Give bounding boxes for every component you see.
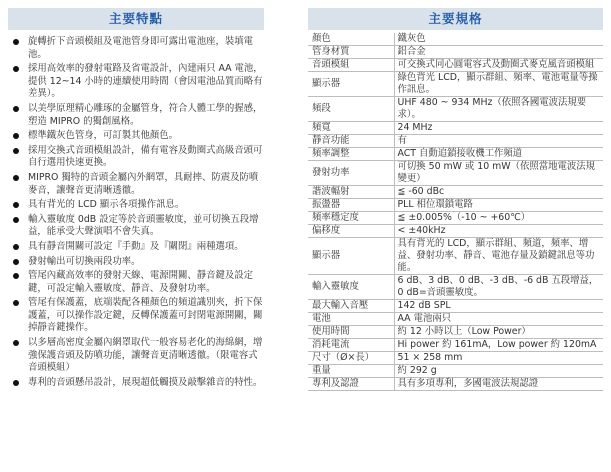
spec-key: 頻寬	[308, 122, 394, 135]
spec-row	[308, 33, 603, 46]
spec-key: 管身材質	[308, 46, 394, 59]
bullet-icon	[13, 202, 19, 208]
spec-value: 24 MHz	[394, 122, 603, 135]
specs-table	[308, 33, 603, 391]
spec-value: 具有背光的 LCD，顯示群組、頻道，頻率、增益、發射功率、靜音、電池存量及鎖鍵訊息等功能。	[394, 238, 603, 275]
spec-key: 偏移度	[308, 225, 394, 238]
spec-key: 電池	[308, 313, 394, 326]
spec-row	[308, 122, 603, 135]
spec-row	[308, 326, 603, 339]
feature-text: 具有背光的 LCD 顯示各項操作訊息。	[28, 199, 185, 211]
features-list	[8, 36, 264, 389]
spec-value: 142 dB SPL	[394, 300, 603, 313]
bullet-icon	[13, 244, 19, 250]
spec-row	[308, 186, 603, 199]
spec-value: UHF 480 ~ 934 MHz（依照各國電波法規要求）。	[394, 97, 603, 122]
spec-value: 約 12 小時以上（Low Power）	[394, 326, 603, 339]
spec-key: 頻率調整	[308, 148, 394, 161]
bullet-icon	[13, 273, 19, 279]
feature-item	[8, 172, 264, 197]
spec-value: 鋁合金	[394, 46, 603, 59]
feature-text: 採用交換式音頭模組設計，備有電容及動圈式高級音頭可自行選用快速更換。	[28, 144, 263, 169]
spec-value: < ±40kHz	[394, 225, 603, 238]
spec-key: 顯示器	[308, 238, 394, 275]
feature-text: 旋轉折下音頭模組及電池管身即可露出電池座，裝填電池。	[28, 36, 254, 60]
spec-value: 6 dB、3 dB、0 dB、-3 dB、-6 dB 五段增益，0 dB=音頭靈敏度。	[394, 275, 603, 300]
feature-item	[8, 103, 264, 128]
bullet-icon	[13, 133, 19, 139]
spec-row	[308, 300, 603, 313]
feature-text: 採用高效率的發射電路及省電設計，內建兩只 AA 電池，提供 12~14 小時的連續使用時間（會因電池品質而略有差異）。	[28, 63, 263, 100]
bullet-icon	[13, 259, 19, 265]
feature-item	[8, 256, 264, 269]
spec-value: ≦ -60 dBc	[394, 186, 603, 199]
spec-row	[308, 378, 603, 391]
spec-row	[308, 72, 603, 97]
spec-key: 音頭模組	[308, 59, 394, 72]
feature-item	[8, 337, 264, 375]
feature-text: 標準鐵灰色管身，可訂製其他顏色。	[28, 130, 179, 142]
spec-value: 鐵灰色	[394, 33, 603, 46]
bullet-icon	[13, 175, 19, 181]
spec-key: 靜音功能	[308, 135, 394, 148]
features-panel	[8, 8, 264, 391]
spec-row	[308, 339, 603, 352]
spec-key: 重量	[308, 365, 394, 378]
spec-row	[308, 59, 603, 72]
feature-item	[8, 145, 264, 170]
bullet-icon	[13, 380, 19, 386]
bullet-icon	[13, 39, 19, 45]
spec-value: 具有多項專利，多國電波法規認證	[394, 378, 603, 391]
spec-value: 約 292 g	[394, 365, 603, 378]
bullet-icon	[13, 106, 19, 112]
feature-item	[8, 130, 264, 143]
feature-item	[8, 377, 264, 390]
feature-item	[8, 241, 264, 254]
spec-key: 最大輸入音壓	[308, 300, 394, 313]
spec-row	[308, 238, 603, 275]
feature-text: 管尾有保護蓋，底端裝配各種顏色的頻道識別夾，折下保護蓋，可以操作設定鍵，反轉保護蓋可封閉電源開關，關掉靜音鍵操作。	[28, 297, 263, 334]
feature-text: 專利的音頭懸吊設計，展現超低觸摸及敲擊雜音的特性。	[28, 376, 263, 388]
feature-item	[8, 214, 264, 239]
spec-row	[308, 97, 603, 122]
features-header: 主要特點	[8, 8, 264, 30]
feature-item	[8, 270, 264, 295]
spec-value: ACT 自動追鎖接收機工作頻道	[394, 148, 603, 161]
spec-key: 專利及認證	[308, 378, 394, 391]
bullet-icon	[13, 300, 19, 306]
spec-key: 使用時間	[308, 326, 394, 339]
spec-key: 顏色	[308, 33, 394, 46]
specs-panel	[308, 8, 603, 391]
spec-row	[308, 161, 603, 186]
spec-key: 顯示器	[308, 72, 394, 97]
spec-value: Hi power 約 161mA，Low power 約 120mA	[394, 339, 603, 352]
feature-text: 以美學原理精心雕琢的金屬管身，符合人體工學的握感，塑造 MIPRO 的獨創風格。	[28, 102, 263, 127]
feature-text: 具有靜音開關可設定『手動』及『關閉』兩種選項。	[28, 240, 244, 252]
feature-text: 管尾內藏高效率的發射天線、電源開關、靜音鍵及設定鍵，可設定輸入靈敏度、靜音、及發射功率。	[28, 270, 254, 294]
spec-value: AA 電池兩只	[394, 313, 603, 326]
feature-item	[8, 199, 264, 212]
bullet-icon	[13, 340, 19, 346]
spec-key: 頻段	[308, 97, 394, 122]
feature-text: MIPRO 獨特的音頭金屬內外網罩，具耐摔、防震及防噴麥音，讓聲音更清晰透徹。	[28, 171, 259, 196]
feature-text: 以多層高密度金屬內網罩取代一般容易老化的海綿網，增強保護音頭及防噴功能，讓聲音更清晰透徹。（限電容式音頭模組）	[28, 337, 263, 374]
spec-value: 可交換式同心圓電容式及動圈式麥克風音頭模組	[394, 59, 603, 72]
spec-row	[308, 212, 603, 225]
spec-value: 51 × 258 mm	[394, 352, 603, 365]
spec-key: 諧波輻射	[308, 186, 394, 199]
spec-key: 消耗電流	[308, 339, 394, 352]
spec-value: PLL 相位環鎖電路	[394, 199, 603, 212]
spec-key: 振盪器	[308, 199, 394, 212]
feature-item	[8, 36, 264, 61]
specs-header: 主要規格	[308, 8, 603, 30]
spec-value: 可切換 50 mW 或 10 mW（依照當地電波法規變更）	[394, 161, 603, 186]
spec-value: 有	[394, 135, 603, 148]
spec-row	[308, 352, 603, 365]
spec-row	[308, 148, 603, 161]
spec-value: 綠色背光 LCD，顯示群組、頻率、電池電量等操作訊息。	[394, 72, 603, 97]
spec-key: 輸入靈敏度	[308, 275, 394, 300]
spec-row	[308, 365, 603, 378]
feature-item	[8, 297, 264, 335]
feature-text: 輸入靈敏度 0dB 設定等於音頭靈敏度，並可切換五段增益，能承受大聲演唱不會失真。	[28, 213, 259, 238]
spec-key: 尺寸（Ø×長）	[308, 352, 394, 365]
bullet-icon	[13, 66, 19, 72]
spec-row	[308, 46, 603, 59]
spec-row	[308, 135, 603, 148]
specs-table-body	[308, 33, 603, 391]
spec-row	[308, 225, 603, 238]
feature-text: 發射輸出可切換兩段功率。	[28, 255, 141, 267]
spec-value: ≦ ±0.005%（-10 ~ +60℃）	[394, 212, 603, 225]
spec-key: 頻率穩定度	[308, 212, 394, 225]
spec-row	[308, 275, 603, 300]
spec-row	[308, 199, 603, 212]
bullet-icon	[13, 148, 19, 154]
feature-item	[8, 63, 264, 101]
spec-row	[308, 313, 603, 326]
bullet-icon	[13, 217, 19, 223]
spec-key: 發射功率	[308, 161, 394, 186]
